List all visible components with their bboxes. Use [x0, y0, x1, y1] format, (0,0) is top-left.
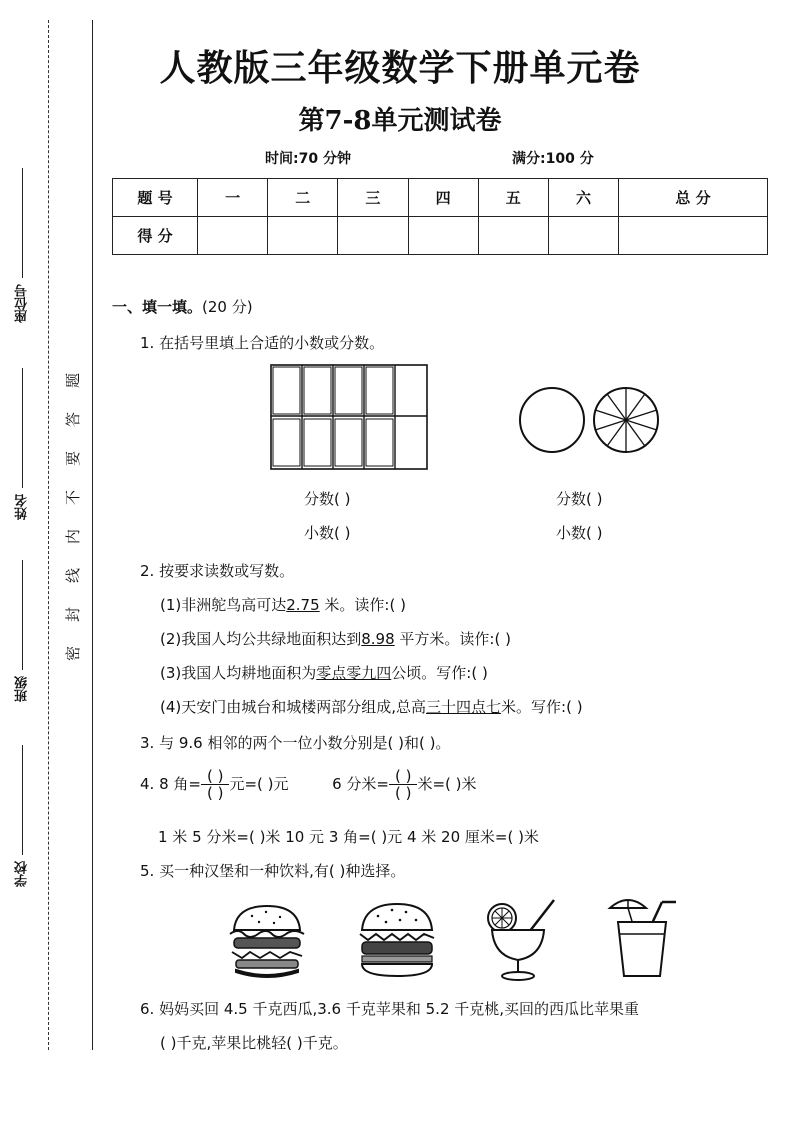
hamburger-icon: [356, 900, 438, 980]
class-label: 班级: [14, 676, 30, 702]
exam-subtitle: 第7-8单元测试卷: [298, 106, 502, 136]
q1-left-fraction-blank[interactable]: 分数( ): [304, 490, 351, 508]
score-table-row: [113, 217, 768, 255]
score-cell[interactable]: [619, 217, 768, 255]
q2-item-1[interactable]: (1)非洲鸵鸟高可达2.75 米。读作:( ): [160, 596, 406, 614]
hamburger-icon: [226, 900, 308, 980]
header-cell: 一: [198, 179, 268, 217]
q2-item-3[interactable]: (3)我国人均耕地面积为零点零九四公顷。写作:( ): [160, 664, 488, 682]
score-cell[interactable]: [338, 217, 408, 255]
fraction-blank[interactable]: $\frac{( )}{( )}$: [389, 768, 417, 801]
q1-left-decimal-blank[interactable]: 小数( ): [304, 524, 351, 542]
q2-item-4[interactable]: (4)天安门由城台和城楼两部分组成,总高三十四点七米。写作:( ): [160, 698, 583, 716]
question-3[interactable]: 3. 与 9.6 相邻的两个一位小数分别是( )和( )。: [140, 734, 451, 752]
grid-figure: [270, 364, 430, 472]
exam-time: 时间:70 分钟: [265, 151, 351, 167]
question-4-row1[interactable]: 4. 8 角= $\frac{( )}{( )}$ 元=( )元 6 分米= $\frac{( )}{( )}$ 米=( )米: [140, 767, 477, 802]
score-cell[interactable]: [408, 217, 478, 255]
question-6-line2[interactable]: ( )千克,苹果比桃轻( )千克。: [160, 1034, 348, 1052]
score-cell[interactable]: [548, 217, 618, 255]
score-table-header: [113, 179, 768, 217]
header-cell: 总 分: [619, 179, 768, 217]
header-cell: 二: [268, 179, 338, 217]
seal-char: 内: [64, 528, 83, 545]
seal-char: 封: [64, 606, 83, 623]
header-cell: 六: [548, 179, 618, 217]
seat-number-field[interactable]: [2, 168, 42, 323]
seal-char: 要: [64, 450, 83, 467]
seal-line-notice: [62, 370, 84, 664]
question-5[interactable]: 5. 买一种汉堡和一种饮料,有( )种选择。: [140, 862, 406, 880]
fraction-blank[interactable]: $\frac{( )}{( )}$: [201, 768, 229, 801]
q2-item-2[interactable]: (2)我国人均公共绿地面积达到8.98 平方米。读作:( ): [160, 630, 511, 648]
seal-char: 答: [64, 411, 83, 428]
score-cell[interactable]: [268, 217, 338, 255]
score-cell[interactable]: [478, 217, 548, 255]
header-cell: 三: [338, 179, 408, 217]
header-cell: 四: [408, 179, 478, 217]
circles-figure: [518, 384, 663, 456]
score-cell[interactable]: [198, 217, 268, 255]
exam-full-score: 满分:100 分: [512, 151, 594, 167]
name-field[interactable]: [2, 368, 42, 520]
school-field[interactable]: [2, 745, 42, 887]
seal-char: 密: [64, 645, 83, 662]
question-6-line1: 6. 妈妈买回 4.5 千克西瓜,3.6 千克苹果和 5.2 千克桃,买回的西瓜比苹果重: [140, 1000, 640, 1018]
school-label: 学校: [14, 861, 30, 887]
question-2-stem: 2. 按要求读数或写数。: [140, 562, 295, 580]
cocktail-drink-icon: [480, 896, 560, 982]
q1-right-fraction-blank[interactable]: 分数( ): [556, 490, 603, 508]
margin-line: [92, 20, 93, 1050]
question-1-stem: 1. 在括号里填上合适的小数或分数。: [140, 334, 385, 352]
seal-char: 线: [64, 567, 83, 584]
score-table: [112, 178, 768, 255]
section-heading: 一、填一填。(20 分): [112, 298, 253, 316]
score-row-label: 得 分: [113, 217, 198, 255]
seal-char: 题: [64, 372, 83, 389]
name-label: 姓名: [14, 494, 30, 520]
header-cell: 题 号: [113, 179, 198, 217]
juice-glass-icon: [604, 892, 684, 982]
cut-line-dashed: [48, 20, 49, 1050]
seat-number-label: 座位号: [14, 284, 30, 323]
header-cell: 五: [478, 179, 548, 217]
exam-title: 人教版三年级数学下册单元卷: [159, 47, 641, 89]
question-4-row2[interactable]: 1 米 5 分米=( )米 10 元 3 角=( )元 4 米 20 厘米=( )米: [158, 828, 539, 846]
seal-char: 不: [64, 489, 83, 506]
q1-right-decimal-blank[interactable]: 小数( ): [556, 524, 603, 542]
class-field[interactable]: [2, 560, 42, 702]
